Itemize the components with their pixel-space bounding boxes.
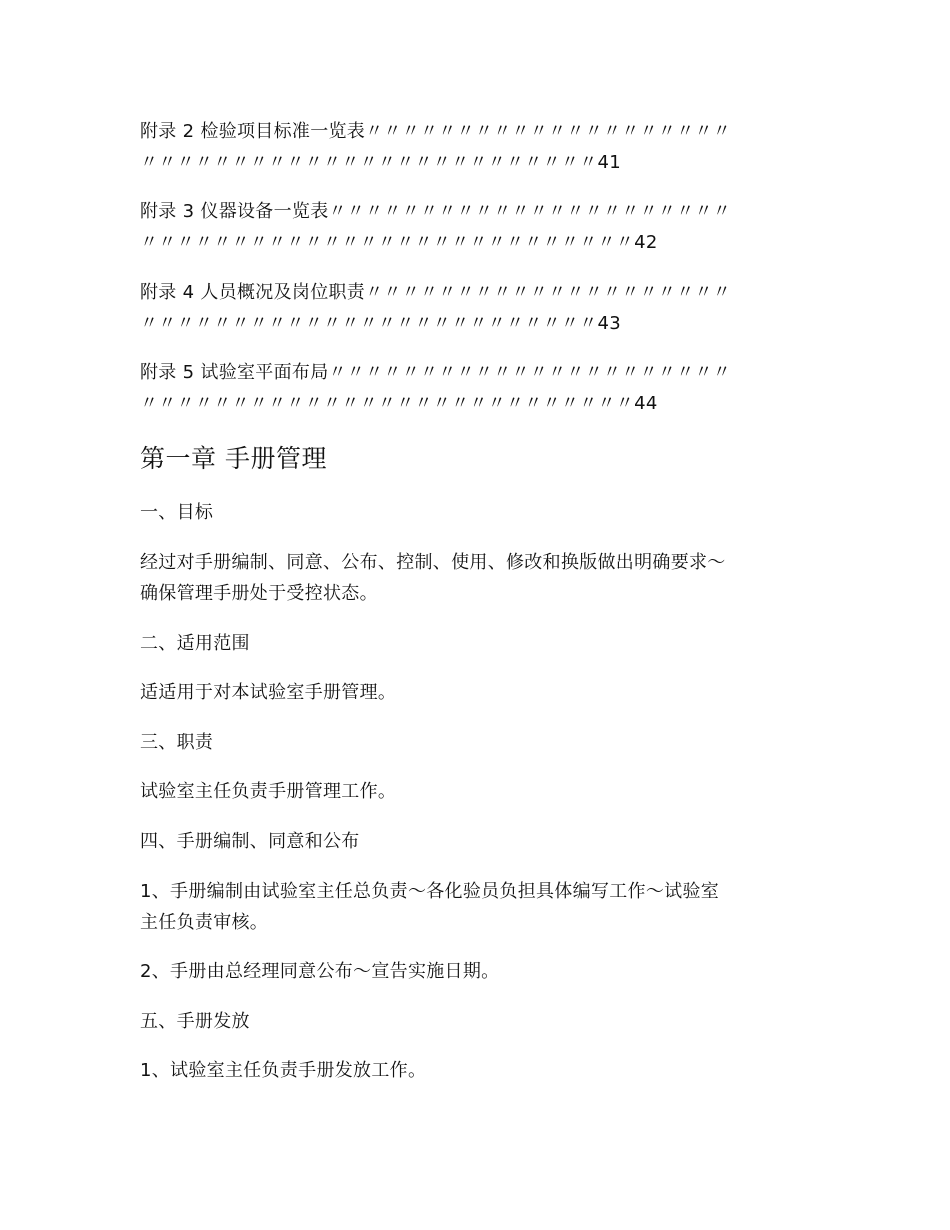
paragraph-goal-text bbox=[140, 547, 810, 609]
section-heading-scope bbox=[140, 628, 810, 659]
toc-entry-title-line: 附录 5 试验室平面布局〃〃〃〃〃〃〃〃〃〃〃〃〃〃〃〃〃〃〃〃〃〃 bbox=[140, 362, 732, 383]
toc-entry-appendix-3[interactable] bbox=[140, 196, 810, 258]
paragraph-line: 确保管理手册处于受控状态。 bbox=[140, 583, 378, 604]
toc-entry-page-line: 〃〃〃〃〃〃〃〃〃〃〃〃〃〃〃〃〃〃〃〃〃〃〃〃〃41 bbox=[140, 152, 622, 173]
toc-entry-title-line: 附录 2 检验项目标准一览表〃〃〃〃〃〃〃〃〃〃〃〃〃〃〃〃〃〃〃〃 bbox=[140, 121, 732, 142]
toc-entry-appendix-2[interactable] bbox=[140, 116, 810, 178]
toc-entry-appendix-4[interactable] bbox=[140, 277, 810, 339]
paragraph-line: 经过对手册编制、同意、公布、控制、使用、修改和换版做出明确要求～ bbox=[140, 552, 726, 573]
paragraph-line: 二、适用范围 bbox=[140, 633, 250, 654]
paragraph-compile-item-1 bbox=[140, 876, 810, 938]
paragraph-line: 主任负责审核。 bbox=[140, 912, 269, 933]
paragraph-duties-text bbox=[140, 776, 810, 807]
paragraph-line: 1、试验室主任负责手册发放工作。 bbox=[140, 1060, 427, 1081]
paragraph-line: 五、手册发放 bbox=[140, 1011, 250, 1032]
section-heading-compile bbox=[140, 826, 810, 857]
paragraph-compile-item-2 bbox=[140, 956, 810, 987]
section-heading-distribution bbox=[140, 1006, 810, 1037]
paragraph-line: 四、手册编制、同意和公布 bbox=[140, 831, 360, 852]
toc-entry-page-line: 〃〃〃〃〃〃〃〃〃〃〃〃〃〃〃〃〃〃〃〃〃〃〃〃〃43 bbox=[140, 313, 622, 334]
paragraph-line: 试验室主任负责手册管理工作。 bbox=[140, 781, 397, 802]
toc-entry-title-line: 附录 3 仪器设备一览表〃〃〃〃〃〃〃〃〃〃〃〃〃〃〃〃〃〃〃〃〃〃 bbox=[140, 201, 732, 222]
toc-entry-title-line: 附录 4 人员概况及岗位职责〃〃〃〃〃〃〃〃〃〃〃〃〃〃〃〃〃〃〃〃 bbox=[140, 282, 732, 303]
paragraph-distribution-item-1 bbox=[140, 1055, 810, 1086]
paragraph-line: 1、手册编制由试验室主任总负责～各化验员负担具体编写工作～试验室 bbox=[140, 881, 720, 902]
toc-entry-page-line: 〃〃〃〃〃〃〃〃〃〃〃〃〃〃〃〃〃〃〃〃〃〃〃〃〃〃〃44 bbox=[140, 393, 658, 414]
section-heading-goal bbox=[140, 497, 810, 528]
paragraph-line: 三、职责 bbox=[140, 732, 214, 753]
paragraph-line: 适适用于对本试验室手册管理。 bbox=[140, 682, 397, 703]
toc-entry-appendix-5[interactable] bbox=[140, 357, 810, 419]
toc-entry-page-line: 〃〃〃〃〃〃〃〃〃〃〃〃〃〃〃〃〃〃〃〃〃〃〃〃〃〃〃42 bbox=[140, 232, 658, 253]
paragraph-scope-text bbox=[140, 677, 810, 708]
paragraph-line: 一、目标 bbox=[140, 502, 214, 523]
section-heading-duties bbox=[140, 727, 810, 758]
paragraph-line: 2、手册由总经理同意公布～宣告实施日期。 bbox=[140, 961, 500, 982]
chapter-title: 第一章 手册管理 bbox=[140, 444, 327, 473]
